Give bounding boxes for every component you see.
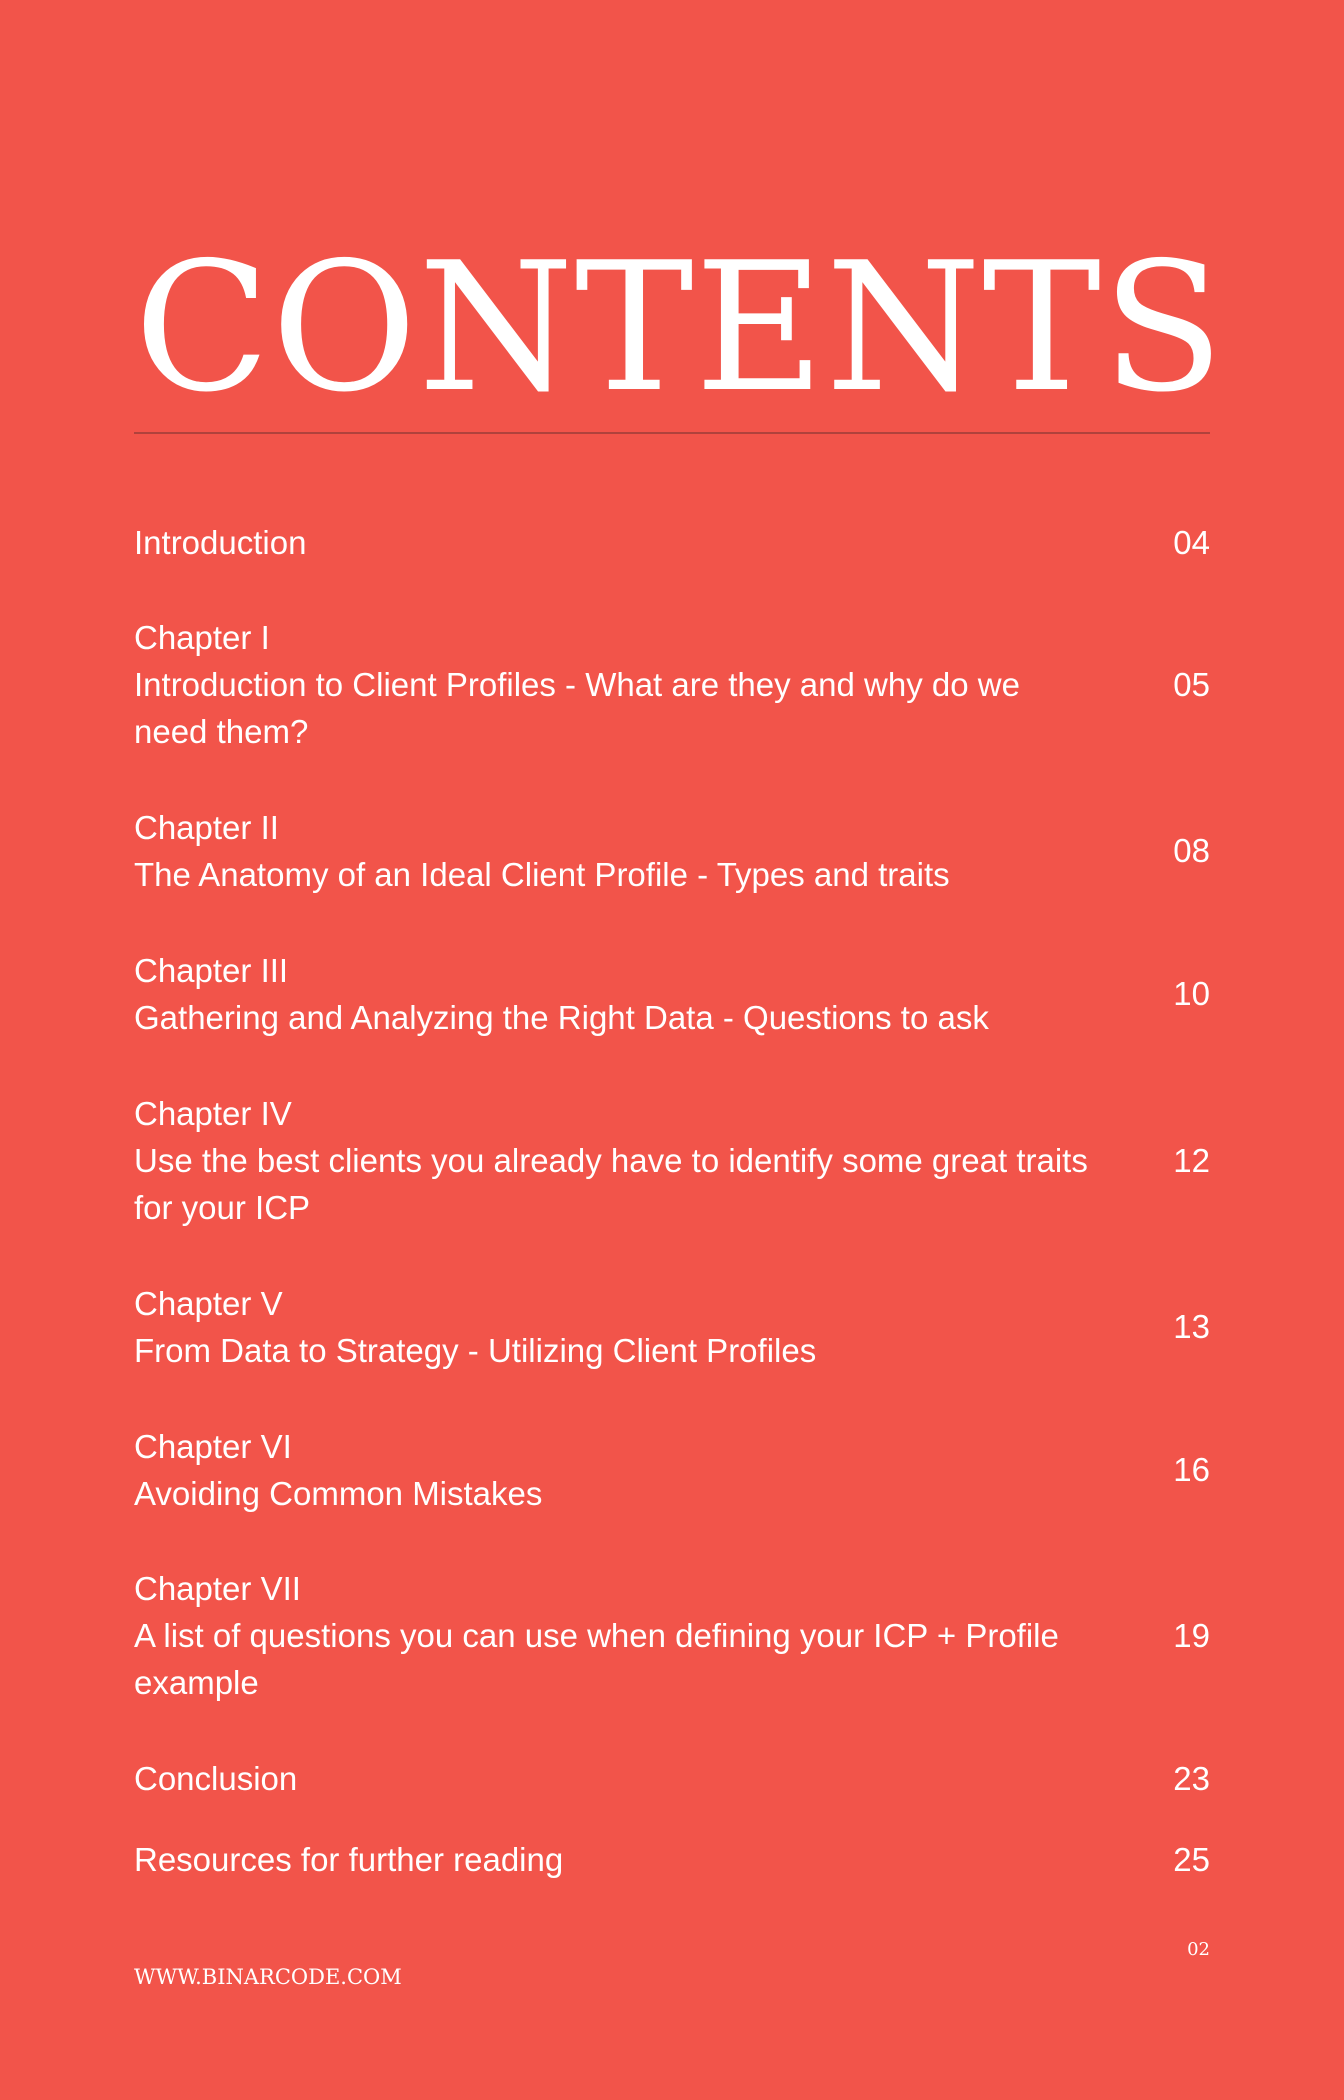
toc-entry-title: Avoiding Common Mistakes (134, 1475, 543, 1512)
toc-entry-chapter-3[interactable] (134, 947, 1210, 1041)
toc-entry-page: 25 (1173, 1841, 1210, 1878)
toc-entry-label: Chapter II (134, 809, 279, 846)
toc-entry-title: Introduction (134, 524, 307, 561)
title-divider (134, 432, 1210, 434)
toc-entry-title: A list of questions you can use when defining your ICP + Profile example (134, 1617, 1059, 1701)
toc-entry-page: 10 (1173, 975, 1210, 1012)
toc-entry-page: 12 (1173, 1142, 1210, 1179)
page-title: CONTENTS (134, 224, 1225, 431)
toc-entry-chapter-1[interactable] (134, 614, 1210, 755)
toc-entry-label: Chapter VI (134, 1428, 292, 1465)
toc-entry-title: Conclusion (134, 1760, 298, 1797)
toc-entry-label: Chapter V (134, 1285, 283, 1322)
page-number: 02 (1187, 1939, 1210, 1960)
toc-entry-title: The Anatomy of an Ideal Client Profile - Types and traits (134, 856, 950, 893)
toc-entry-title: Gathering and Analyzing the Right Data - Questions to ask (134, 999, 989, 1036)
toc-entry-introduction[interactable] (134, 519, 1210, 566)
toc-entry-chapter-5[interactable] (134, 1280, 1210, 1374)
toc-entry-page: 23 (1173, 1760, 1210, 1797)
footer-website: WWW.BINARCODE.COM (134, 1965, 402, 1989)
toc-entry-page: 13 (1173, 1308, 1210, 1345)
toc-entry-title: Use the best clients you already have to identify some great traits for your ICP (134, 1142, 1088, 1226)
toc-entry-title: From Data to Strategy - Utilizing Client Profiles (134, 1332, 817, 1369)
toc-entry-conclusion[interactable] (134, 1755, 1210, 1802)
toc-entry-resources[interactable] (134, 1836, 1210, 1883)
toc-entry-page: 08 (1173, 832, 1210, 869)
toc-entry-chapter-6[interactable] (134, 1423, 1210, 1517)
toc-entry-page: 19 (1173, 1617, 1210, 1654)
toc-entry-label: Chapter VII (134, 1570, 301, 1607)
toc-entry-title: Resources for further reading (134, 1841, 564, 1878)
toc-entry-label: Chapter III (134, 952, 289, 989)
toc-entry-chapter-4[interactable] (134, 1090, 1210, 1231)
toc-entry-chapter-2[interactable] (134, 804, 1210, 898)
toc-entry-page: 04 (1173, 524, 1210, 561)
toc-entry-page: 16 (1173, 1451, 1210, 1488)
toc-entry-chapter-7[interactable] (134, 1565, 1210, 1706)
toc-entry-label: Chapter IV (134, 1095, 292, 1132)
toc-entry-title: Introduction to Client Profiles - What are they and why do we need them? (134, 666, 1020, 750)
toc-entry-page: 05 (1173, 666, 1210, 703)
toc-entry-label: Chapter I (134, 619, 270, 656)
